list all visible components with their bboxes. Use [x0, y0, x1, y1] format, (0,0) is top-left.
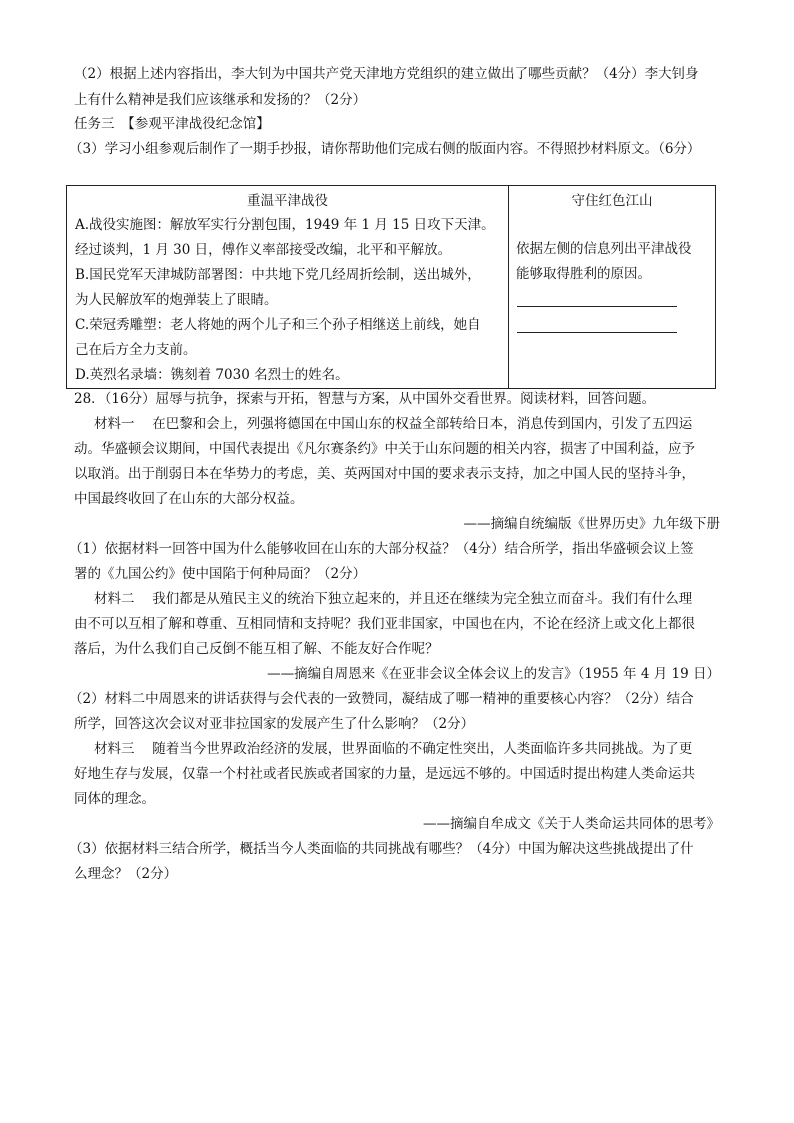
answer-blank-line[interactable]: [517, 306, 677, 307]
material-3-line: 同体的理念。: [74, 791, 155, 807]
right-panel: [509, 186, 716, 389]
material-1-line: 动。华盛顿会议期间，中国代表提出《凡尔赛条约》中关于山东问题的相关内容，损害了中国利益，应予: [74, 441, 695, 457]
left-panel-title: 重温平津战役: [247, 193, 328, 209]
question-28-header: 28．（16分）屈辱与抗争，探索与开拓，智慧与方案，从中国外交看世界。阅读材料，回答问题。: [74, 391, 656, 407]
material-1-line: 中国最终收回了在山东的大部分权益。: [74, 491, 304, 507]
left-panel-line: 经过谈判，1 月 30 日，傅作义率部接受改编，北平和平解放。: [75, 242, 452, 258]
material-1-source: ——摘编自统编版《世界历史》九年级下册: [463, 516, 720, 532]
left-panel-line: 己在后方全力支前。: [75, 342, 197, 358]
task-3-heading: 任务三 【参观平津战役纪念馆】: [74, 116, 270, 132]
material-3-line: 材料三 随着当今世界政治经济的发展，世界面临的不确定性突出，人类面临许多共同挑战。为了更: [94, 741, 693, 757]
answer-blank-line[interactable]: [517, 332, 677, 333]
right-panel-title: 守住红色江山: [571, 193, 653, 209]
handout-table: [66, 185, 716, 389]
material-2-line: 落后，为什么我们自己反倒不能互相了解、不能友好合作呢？: [74, 641, 439, 657]
right-panel-instruction: 能够取得胜利的原因。: [516, 266, 651, 282]
left-panel: [67, 186, 509, 389]
material-1-line: 材料一 在巴黎和会上，列强将德国在中国山东的权益全部转给日本，消息传到国内，引发了五四运: [94, 416, 693, 432]
material-2-source: ——摘编自周恩来《在亚非会议全体会议上的发言》（1955 年 4 月 19 日）: [267, 666, 720, 682]
material-1-line: 以取消。出于削弱日本在华势力的考虑，美、英两国对中国的要求表示支持，加之中国人民的坚持斗争，: [74, 466, 695, 482]
left-panel-line: D.英烈名录墙：镌刻着 7030 名烈士的姓名。: [75, 367, 349, 383]
q28-sub-question-2: （2）材料二中周恩来的讲话获得与会代表的一致赞同，凝结成了哪一精神的重要核心内容？（2分）结合: [69, 691, 694, 707]
q28-sub-question-3: （3）依据材料三结合所学，概括当今人类面临的共同挑战有哪些？（4分）中国为解决这些挑战提出了什: [69, 841, 694, 857]
material-2-line: 由不可以互相了解和尊重、互相同情和支持呢？我们亚非国家，中国也在内，不论在经济上或文化上都很: [74, 616, 695, 632]
q28-sub-question-1: 署的《九国公约》使中国陷于何种局面？（2分）: [74, 566, 367, 582]
question-2-line-1: （2）根据上述内容指出，李大钊为中国共产党天津地方党组织的建立做出了哪些贡献？（4分）李大钊身: [74, 66, 699, 82]
material-2-line: 材料二 我们都是从殖民主义的统治下独立起来的，并且还在继续为完全独立而奋斗。我们有什么理: [94, 591, 693, 607]
question-3-prompt: （3）学习小组参观后制作了一期手抄报，请你帮助他们完成右侧的版面内容。不得照抄材料原文。（6分）: [69, 141, 701, 157]
right-panel-instruction: 依据左侧的信息列出平津战役: [516, 241, 692, 257]
material-3-line: 好地生存与发展，仅靠一个村社或者民族或者国家的力量，是远远不够的。中国适时提出构建人类命运共: [74, 766, 695, 782]
left-panel-line: 为人民解放军的炮弹装上了眼睛。: [75, 292, 278, 308]
left-panel-line: A.战役实施图：解放军实行分割包围，1949 年 1 月 15 日攻下天津。: [75, 217, 495, 233]
q28-sub-question-3: 么理念？（2分）: [74, 866, 178, 882]
question-2-line-2: 上有什么精神是我们应该继承和发扬的？（2分）: [74, 92, 367, 108]
left-panel-line: B.国民党军天津城防部署图：中共地下党几经周折绘制，送出城外，: [75, 267, 481, 283]
left-panel-line: C.荣冠秀雕塑：老人将她的两个儿子和三个孙子相继送上前线，她自: [75, 317, 481, 333]
q28-sub-question-2: 所学，回答这次会议对亚非拉国家的发展产生了什么影响？（2分）: [74, 716, 475, 732]
q28-sub-question-1: （1）依据材料一回答中国为什么能够收回在山东的大部分权益？（4分）结合所学，指出华盛顿会议上签: [69, 541, 694, 557]
material-3-source: ——摘编自牟成文《关于人类命运共同体的思考》: [423, 816, 720, 832]
